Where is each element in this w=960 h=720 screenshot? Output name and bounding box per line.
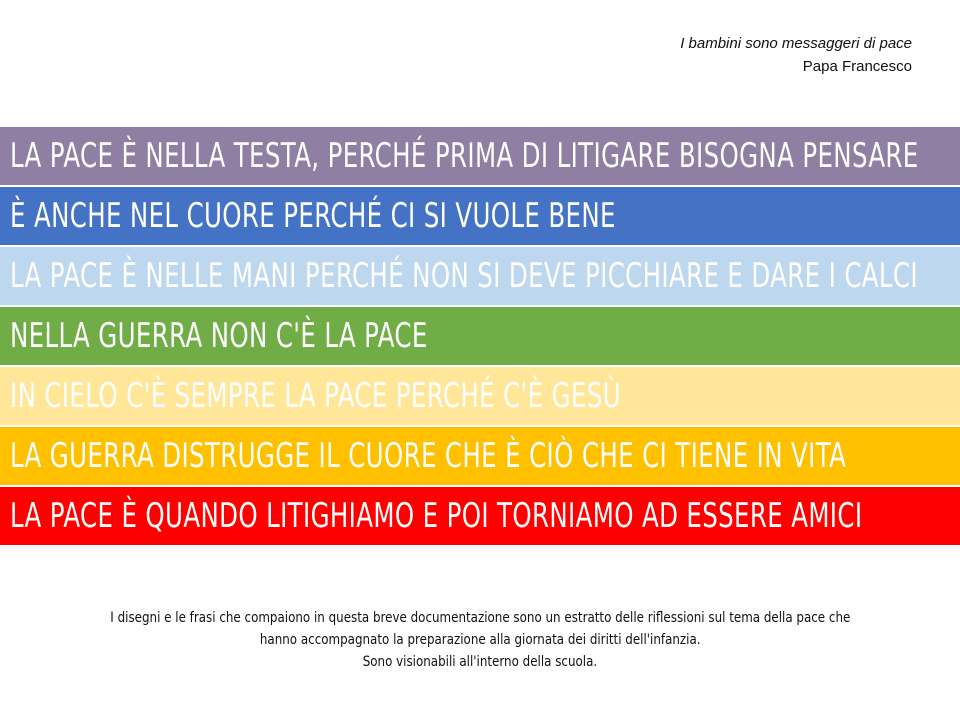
band-2-text: È ANCHE NEL CUORE PERCHÉ CI SI VUOLE BENE <box>10 196 616 236</box>
band-7 <box>0 487 960 545</box>
band-6-text: LA GUERRA DISTRUGGE IL CUORE CHE È CIÒ CHE CI TIENE IN VITA <box>10 436 847 476</box>
band-1 <box>0 127 960 185</box>
footer-line-1 <box>0 607 960 629</box>
band-4 <box>0 307 960 365</box>
band-7-text: LA PACE È QUANDO LITIGHIAMO E POI TORNIAMO AD ESSERE AMICI <box>10 496 863 536</box>
band-4-text: NELLA GUERRA NON C'È LA PACE <box>10 316 428 356</box>
band-6 <box>0 427 960 485</box>
band-1-text: LA PACE È NELLA TESTA, PERCHÉ PRIMA DI LITIGARE BISOGNA PENSARE <box>10 136 919 176</box>
phrase-bands <box>0 127 960 547</box>
footer-note <box>0 607 960 673</box>
band-2 <box>0 187 960 245</box>
quote-text: I bambini sono messaggeri di pace <box>680 35 912 52</box>
footer-line-1-text: I disegni e le frasi che compaiono in questa breve documentazione sono un estratto delle riflessioni sul tema della pace che <box>109 610 851 626</box>
footer-line-2-text: hanno accompagnato la preparazione alla giornata dei diritti dell'infanzia. <box>259 632 701 648</box>
band-5-text: IN CIELO C'È SEMPRE LA PACE PERCHÉ C'È GESÙ <box>10 376 621 416</box>
quote-block <box>680 32 912 78</box>
footer-line-3 <box>0 651 960 673</box>
quote-author: Papa Francesco <box>802 58 912 75</box>
footer-line-2 <box>0 629 960 651</box>
band-5 <box>0 367 960 425</box>
band-3 <box>0 247 960 305</box>
band-3-text: LA PACE È NELLE MANI PERCHÉ NON SI DEVE PICCHIARE E DARE I CALCI <box>10 256 918 296</box>
footer-line-3-text: Sono visionabili all'interno della scuola. <box>362 654 598 670</box>
